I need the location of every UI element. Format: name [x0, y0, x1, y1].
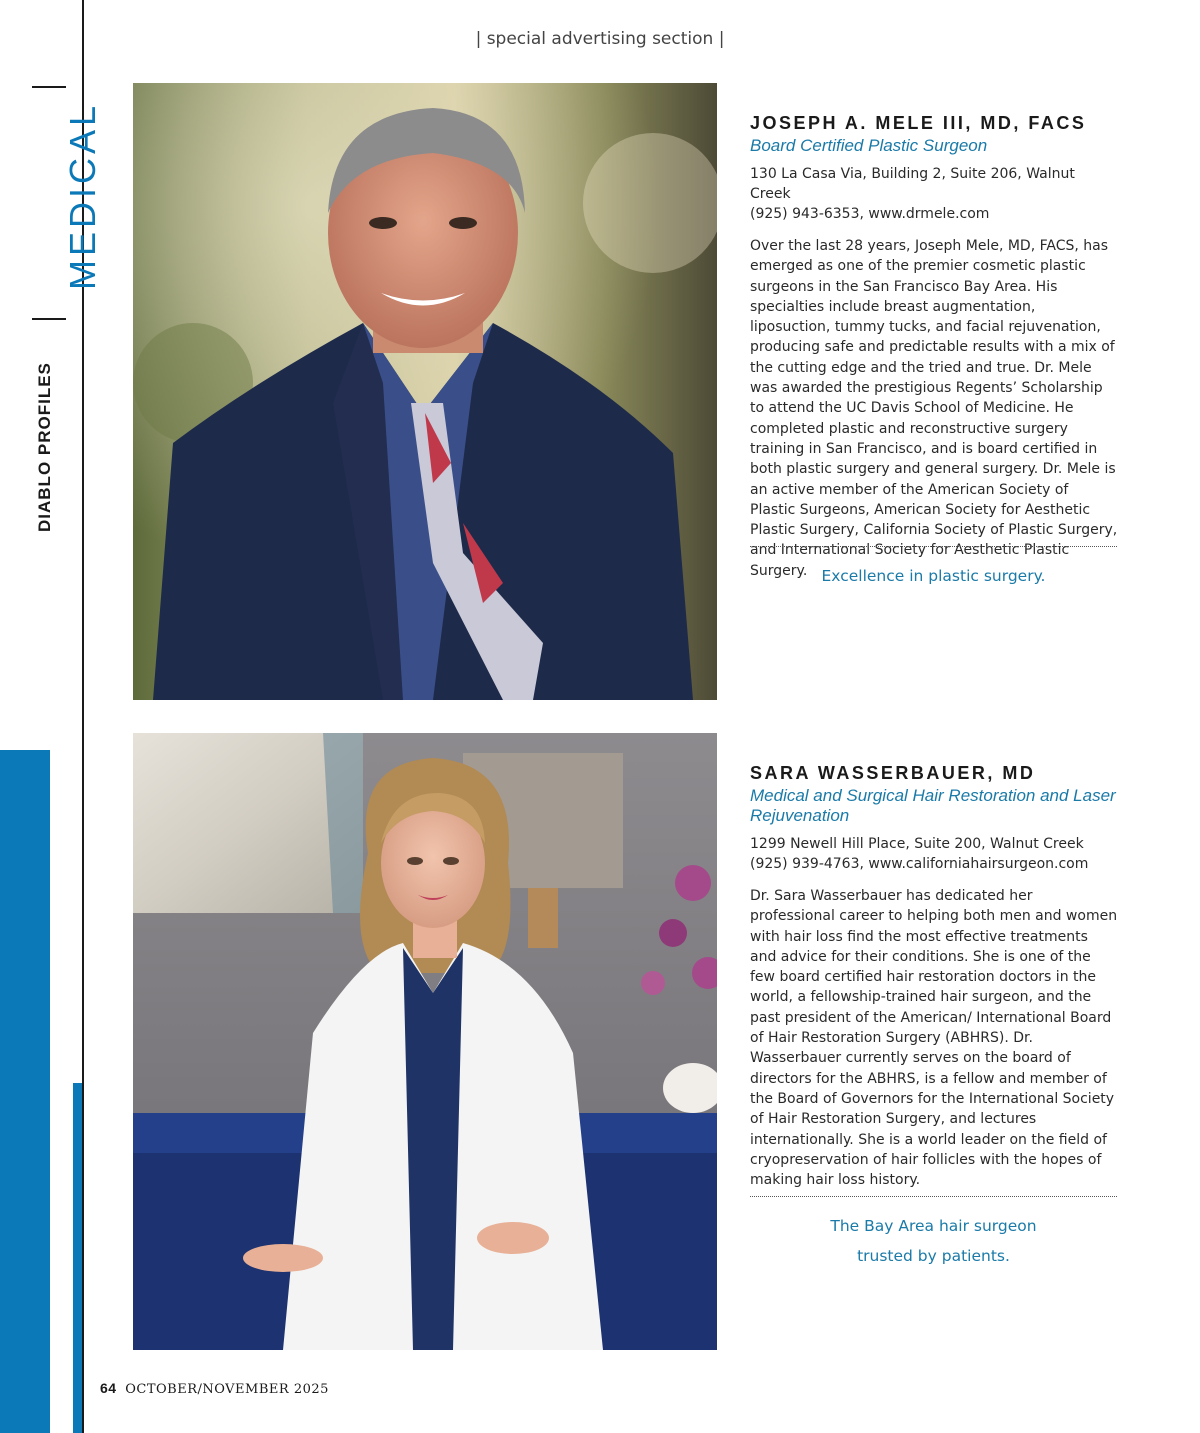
profile-contact [750, 164, 1118, 224]
portrait-photo-mele [133, 83, 717, 700]
profile-phone-web: (925) 943-6353, www.drmele.com [750, 206, 990, 222]
profile-contact [750, 834, 1118, 874]
page-number: 64 [100, 1380, 117, 1396]
profile-tagline: Excellence in plastic surgery. [821, 567, 1046, 585]
profile-title: Board Certified Plastic Surgeon [750, 136, 988, 155]
sidebar-section: DIABLO PROFILES [35, 362, 54, 532]
profile-tagline [750, 1211, 1117, 1271]
profile-phone-web: (925) 939-4763, www.californiahairsurgeon.com [750, 856, 1089, 872]
side-color-strip [73, 1083, 82, 1433]
sidebar-rule-top [32, 86, 66, 88]
sidebar-category: MEDICAL [62, 101, 103, 290]
page-footer [100, 1380, 329, 1397]
header-tag: | special advertising section | [475, 29, 725, 49]
profile-title: Medical and Surgical Hair Restoration and Laser Rejuvenation [750, 786, 1116, 825]
profile-mele [750, 113, 1118, 581]
profile-name: JOSEPH A. MELE III, MD, FACS [750, 113, 1087, 133]
profile-address: 130 La Casa Via, Building 2, Suite 206, Walnut Creek [750, 166, 1075, 202]
profile-bio: Dr. Sara Wasserbauer has dedicated her professional career to helping both men and women with hair loss find the most effective treatments and advice for their conditions. She is one of the few board certified hair restoration doctors in the world, a fellowship-trained hair surgeon, and the past president of the American/ International Board of Hair Restoration Surgery (ABHRS). Dr. Wasserbauer currently serves on the board of directors for the ABHRS, is a fellow and member of the Board of Governors for the International Society of Hair Restoration Surgery, and lectures internationally. She is a world leader on the field of cryopreservation of hair follicles with the hopes of making hair loss history. [750, 888, 1118, 1189]
profile-bio: Over the last 28 years, Joseph Mele, MD, FACS, has emerged as one of the premier cosmetic plastic surgeons in the San Francisco Bay Area. His specialties include breast augmentation, liposuction, tummy tucks, and facial rejuvenation, producing safe and predictable results with a mix of the cutting edge and the tried and true. Dr. Mele was awarded the prestigious Regents’ Scholarship to attend the UC Davis School of Medicine. He completed plastic and reconstructive surgery training in San Francisco, and is board certified in both plastic surgery and general surgery. Dr. Mele is an active member of the American Society of Plastic Surgeons, American Society for Aesthetic Plastic Surgery, California Society of Plastic Surgery, and International Society for Aesthetic Plastic Surgery. [750, 238, 1118, 579]
tagline-line: trusted by patients. [857, 1247, 1010, 1265]
issue-date: OCTOBER/NOVEMBER 2025 [125, 1382, 329, 1397]
side-color-block [0, 750, 50, 1433]
sidebar-rule-bottom [32, 318, 66, 320]
tagline-line: The Bay Area hair surgeon [830, 1217, 1037, 1235]
profile-address: 1299 Newell Hill Place, Suite 200, Walnut Creek [750, 836, 1084, 852]
dotted-divider [750, 546, 1117, 547]
portrait-photo-wasserbauer [133, 733, 717, 1350]
dotted-divider [750, 1196, 1117, 1197]
profile-wasserbauer [750, 763, 1118, 1190]
profile-name: SARA WASSERBAUER, MD [750, 763, 1036, 783]
